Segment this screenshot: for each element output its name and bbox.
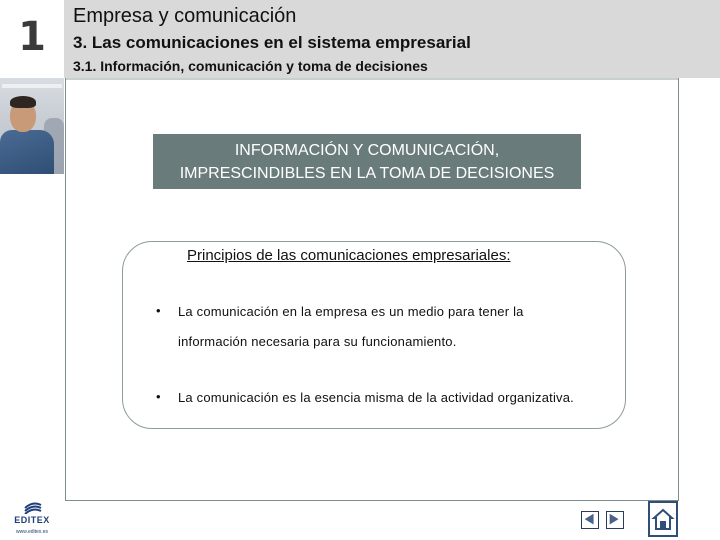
principle-1-line-2: información necesaria para su funcionamiento. [178, 334, 457, 349]
section-title: 3. Las comunicaciones en el sistema empresarial [73, 33, 471, 52]
next-button[interactable] [606, 511, 624, 529]
principles-title: Principios de las comunicaciones empresariales: [187, 247, 511, 264]
left-strip [0, 0, 64, 540]
editex-logo-icon [24, 502, 42, 514]
logo-tagline: www.editex.es [16, 529, 48, 535]
logo-wordmark: EDITEX [14, 515, 50, 525]
bullet-marker: • [156, 389, 161, 404]
next-arrow-icon [607, 512, 623, 528]
prev-arrow-icon [582, 512, 598, 528]
unit-title: Empresa y comunicación [73, 5, 297, 27]
banner-line-1: INFORMACIÓN Y COMUNICACIÓN, [234, 141, 500, 159]
banner-line-2: IMPRESCINDIBLES EN LA TOMA DE DECISIONES [179, 164, 555, 182]
topic-banner [153, 134, 581, 189]
home-icon [650, 503, 676, 535]
editex-logo [8, 500, 54, 538]
prev-button[interactable] [581, 511, 599, 529]
home-button[interactable] [648, 501, 678, 537]
header-photo [0, 78, 64, 174]
principle-2-line-1: La comunicación es la esencia misma de la actividad organizativa. [178, 390, 574, 405]
bullet-marker: • [156, 303, 161, 318]
principle-1-line-1: La comunicación en la empresa es un medio para tener la [178, 304, 524, 319]
header-bar [64, 0, 720, 78]
subsection-title: 3.1. Información, comunicación y toma de decisiones [73, 58, 428, 74]
chapter-number: 1 [18, 14, 46, 60]
